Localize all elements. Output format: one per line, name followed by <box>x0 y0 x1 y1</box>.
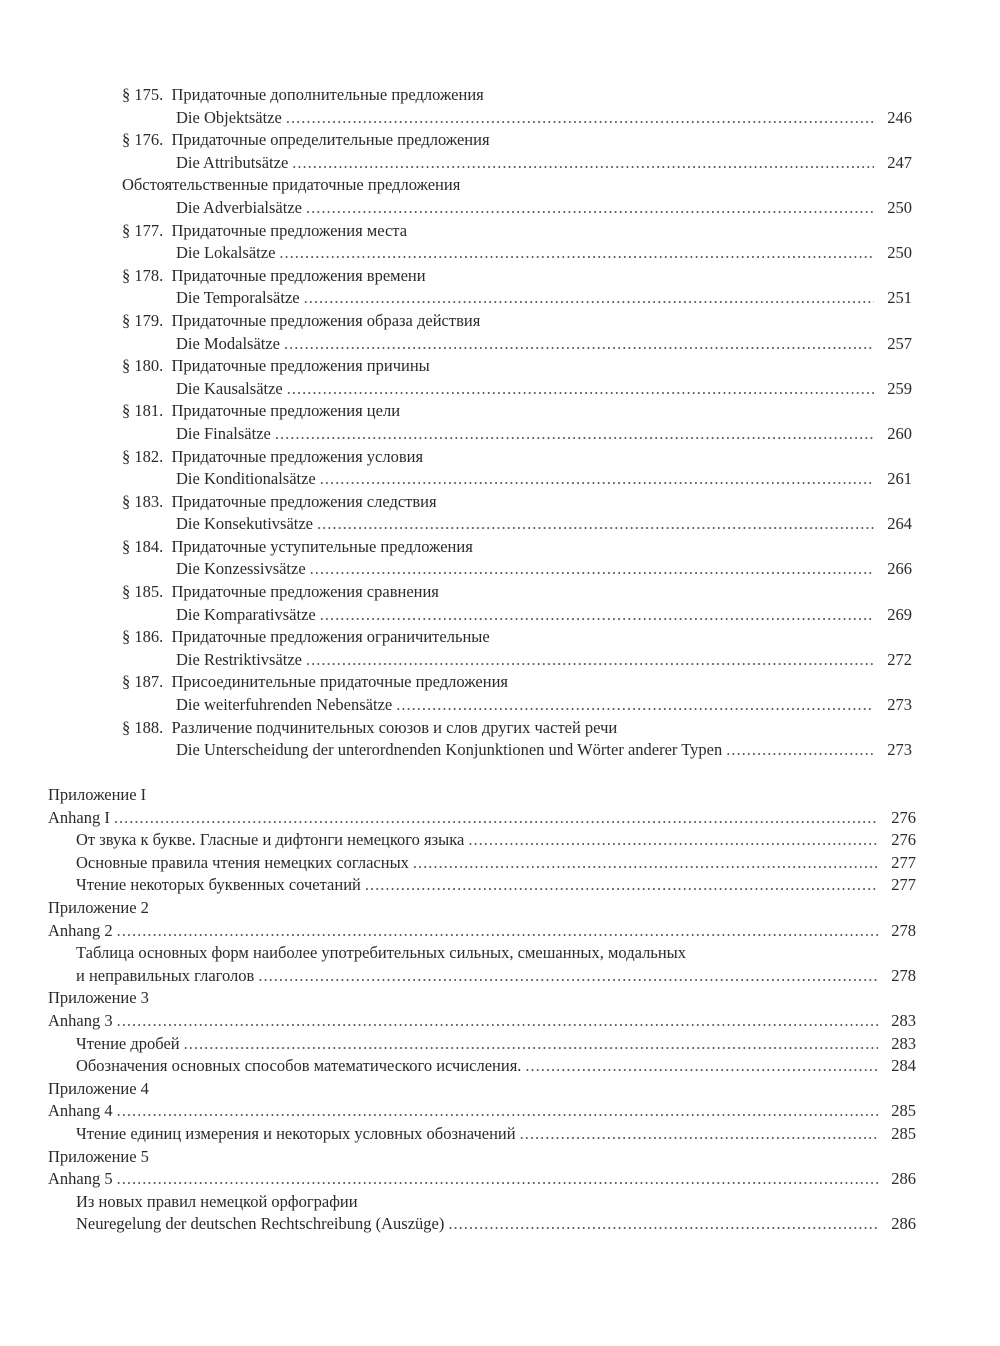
page-number: 283 <box>891 1033 916 1053</box>
dot-leader <box>117 1010 878 1033</box>
toc-entry-line <box>0 333 912 356</box>
appendix-item-line: Из новых правил немецкой орфографии <box>76 1191 358 1211</box>
toc-appendices-section <box>0 784 1000 1236</box>
dot-leader <box>306 197 874 220</box>
page-number: 247 <box>887 152 912 172</box>
section-number: § 179. <box>122 310 164 330</box>
page-number: 278 <box>891 965 916 985</box>
entry-title: Anhang 4 <box>48 1101 113 1121</box>
toc-paragraphs-section <box>0 84 1000 762</box>
toc-entry-line <box>0 513 912 536</box>
entry-title: Die Attributsätze <box>176 152 289 172</box>
section-number: § 181. <box>122 401 164 421</box>
toc-entry-heading <box>0 84 1000 107</box>
dot-leader <box>117 920 878 943</box>
dot-leader <box>320 468 874 491</box>
section-number: § 187. <box>122 672 164 692</box>
appendix-item-entry <box>0 874 916 897</box>
dot-leader <box>284 333 874 356</box>
entry-title: Die Kausalsätze <box>176 378 283 398</box>
entry-title: Die Komparativsätze <box>176 604 316 624</box>
page-number: 273 <box>887 695 912 715</box>
entry-title-ru: Обстоятельственные придаточные предложения <box>122 175 461 195</box>
dot-leader <box>114 807 878 830</box>
entry-title-ru: Придаточные предложения условия <box>171 446 424 466</box>
page-number: 277 <box>891 875 916 895</box>
toc-entry-line <box>0 152 912 175</box>
page-number: 276 <box>891 807 916 827</box>
dot-leader <box>275 423 874 446</box>
toc-entry-heading <box>0 446 1000 469</box>
page-number: 272 <box>887 649 912 669</box>
entry-title-ru: Различение подчинительных союзов и слов других частей речи <box>171 717 618 737</box>
entry-title: Anhang 5 <box>48 1169 113 1189</box>
toc-entry-line <box>0 649 912 672</box>
section-number: § 177. <box>122 220 164 240</box>
page-number: 250 <box>887 197 912 217</box>
entry-title: Чтение единиц измерения и некоторых условных обозначений <box>76 1123 516 1143</box>
appendix-heading: Приложение 5 <box>48 1146 149 1166</box>
page-number: 250 <box>887 243 912 263</box>
dot-leader <box>279 242 874 265</box>
toc-entry-heading <box>0 717 1000 740</box>
entry-title-ru: Придаточные уступительные предложения <box>171 536 473 556</box>
entry-title: Die Lokalsätze <box>176 243 276 263</box>
toc-entry-heading <box>0 671 1000 694</box>
entry-title-ru: Придаточные предложения сравнения <box>171 582 439 602</box>
section-number: § 182. <box>122 446 164 466</box>
appendix-line <box>0 1168 916 1191</box>
dot-leader <box>287 378 874 401</box>
toc-entry-line <box>0 604 912 627</box>
toc-entry-heading <box>0 129 1000 152</box>
page-number: 284 <box>891 1056 916 1076</box>
entry-title-ru: Придаточные дополнительные предложения <box>171 85 484 104</box>
entry-title: Anhang 3 <box>48 1010 113 1030</box>
entry-title: Die weiterfuhrenden Nebensätze <box>176 695 393 715</box>
appendix-item-entry <box>0 829 916 852</box>
page-number: 285 <box>891 1101 916 1121</box>
toc-entry-heading <box>0 265 1000 288</box>
entry-title: Anhang I <box>48 807 110 827</box>
appendix-heading: Приложение I <box>48 785 147 804</box>
toc-entry-heading <box>0 536 1000 559</box>
appendix-line <box>0 920 916 943</box>
entry-title: Чтение дробей <box>76 1033 180 1053</box>
entry-title-ru: Придаточные предложения места <box>171 220 408 240</box>
page-number: 261 <box>887 469 912 489</box>
toc-entry-line <box>0 468 912 491</box>
toc-entry-heading <box>0 355 1000 378</box>
appendix-item-entry <box>0 852 916 875</box>
section-number: § 183. <box>122 491 164 511</box>
entry-title-ru: Придаточные предложения времени <box>171 265 426 285</box>
entry-title-ru: Придаточные предложения цели <box>171 401 401 421</box>
page-number: 278 <box>891 920 916 940</box>
page-number: 277 <box>891 852 916 872</box>
dot-leader <box>184 1033 878 1056</box>
page-number: 286 <box>891 1214 916 1234</box>
entry-title: Основные правила чтения немецких согласных <box>76 852 409 872</box>
page-number: 260 <box>887 423 912 443</box>
dot-leader <box>304 287 874 310</box>
toc-entry-heading <box>0 581 1000 604</box>
dot-leader <box>117 1100 878 1123</box>
appendix-item-entry <box>0 965 916 988</box>
dot-leader <box>310 558 874 581</box>
toc-entry-line <box>0 423 912 446</box>
appendix-heading: Приложение 2 <box>48 897 149 917</box>
entry-title-ru: Придаточные предложения образа действия <box>171 310 481 330</box>
dot-leader <box>292 152 874 175</box>
entry-title: Die Objektsätze <box>176 107 282 127</box>
section-number: § 176. <box>122 130 164 150</box>
entry-title: Обозначения основных способов математического исчисления. <box>76 1056 522 1076</box>
dot-leader <box>286 107 874 130</box>
toc-entry-line <box>0 694 912 717</box>
dot-leader <box>317 513 874 536</box>
toc-entry-heading <box>0 400 1000 423</box>
dot-leader <box>726 739 874 762</box>
entry-title-ru: Придаточные предложения причины <box>171 356 430 376</box>
entry-title: Die Konsekutivsätze <box>176 514 314 534</box>
toc-entry-line <box>0 558 912 581</box>
entry-title-ru: Придаточные предложения ограничительные <box>171 627 490 647</box>
section-number: § 178. <box>122 265 164 285</box>
entry-title: Die Temporalsätze <box>176 288 300 308</box>
appendix-heading: Приложение 3 <box>48 988 149 1008</box>
toc-entry-heading <box>0 220 1000 243</box>
page-number: 283 <box>891 1010 916 1030</box>
section-number: § 188. <box>122 717 164 737</box>
entry-title: От звука к букве. Гласные и дифтонги немецкого языка <box>76 830 465 850</box>
page-number: 251 <box>887 288 912 308</box>
page-number: 269 <box>887 604 912 624</box>
toc-entry-line <box>0 107 912 130</box>
dot-leader <box>117 1168 878 1191</box>
appendix-line <box>0 807 916 830</box>
appendix-item-entry <box>0 1033 916 1056</box>
entry-title: Die Konditionalsätze <box>176 469 316 489</box>
dot-leader <box>448 1213 878 1236</box>
appendix-line <box>0 1010 916 1033</box>
page-number: 276 <box>891 830 916 850</box>
appendix-item-entry <box>0 1123 916 1146</box>
page-number: 257 <box>887 333 912 353</box>
dot-leader <box>365 874 878 897</box>
toc-entry-line <box>0 197 912 220</box>
entry-title: Die Adverbialsätze <box>176 197 302 217</box>
dot-leader <box>413 852 878 875</box>
dot-leader <box>396 694 874 717</box>
toc-entry-line <box>0 378 912 401</box>
page-number: 264 <box>887 514 912 534</box>
dot-leader <box>306 649 874 672</box>
dot-leader <box>520 1123 878 1146</box>
appendix-item-line: Таблица основных форм наиболее употребительных сильных, смешанных, модальных <box>76 943 686 963</box>
toc-entry-heading <box>0 310 1000 333</box>
toc-entry-line <box>0 287 912 310</box>
section-number: § 185. <box>122 582 164 602</box>
dot-leader <box>258 965 878 988</box>
appendix-line <box>0 1100 916 1123</box>
entry-title: Die Restriktivsätze <box>176 649 303 669</box>
toc-entry-heading <box>0 174 1000 197</box>
toc-entry-heading <box>0 626 1000 649</box>
entry-title: Die Konzessivsätze <box>176 559 306 579</box>
page-number: 285 <box>891 1123 916 1143</box>
page-number: 246 <box>887 107 912 127</box>
page-number: 273 <box>887 740 912 760</box>
entry-title-ru: Придаточные предложения следствия <box>171 491 437 511</box>
entry-title: и неправильных глаголов <box>76 965 255 985</box>
toc-entry-line <box>0 739 912 762</box>
appendix-heading: Приложение 4 <box>48 1078 149 1098</box>
section-number: § 175. <box>122 85 164 104</box>
toc-entry-heading <box>0 491 1000 514</box>
page-number: 259 <box>887 378 912 398</box>
entry-title-ru: Присоединительные придаточные предложения <box>171 672 509 692</box>
appendix-item-entry <box>0 1055 916 1078</box>
dot-leader <box>525 1055 878 1078</box>
dot-leader <box>468 829 878 852</box>
toc-entry-line <box>0 242 912 265</box>
entry-title: Die Finalsätze <box>176 423 271 443</box>
section-number: § 186. <box>122 627 164 647</box>
entry-title-ru: Придаточные определительные предложения <box>171 130 490 150</box>
page-number: 286 <box>891 1169 916 1189</box>
entry-title: Neuregelung der deutschen Rechtschreibung (Auszüge) <box>76 1214 445 1234</box>
entry-title: Die Unterscheidung der unterordnenden Konjunktionen und Wörter anderer Typen <box>176 740 723 760</box>
dot-leader <box>320 604 874 627</box>
entry-title: Die Modalsätze <box>176 333 281 353</box>
entry-title: Anhang 2 <box>48 920 113 940</box>
section-number: § 184. <box>122 536 164 556</box>
section-number: § 180. <box>122 356 164 376</box>
entry-title: Чтение некоторых буквенных сочетаний <box>76 875 361 895</box>
appendix-item-entry <box>0 1213 916 1236</box>
page-number: 266 <box>887 559 912 579</box>
